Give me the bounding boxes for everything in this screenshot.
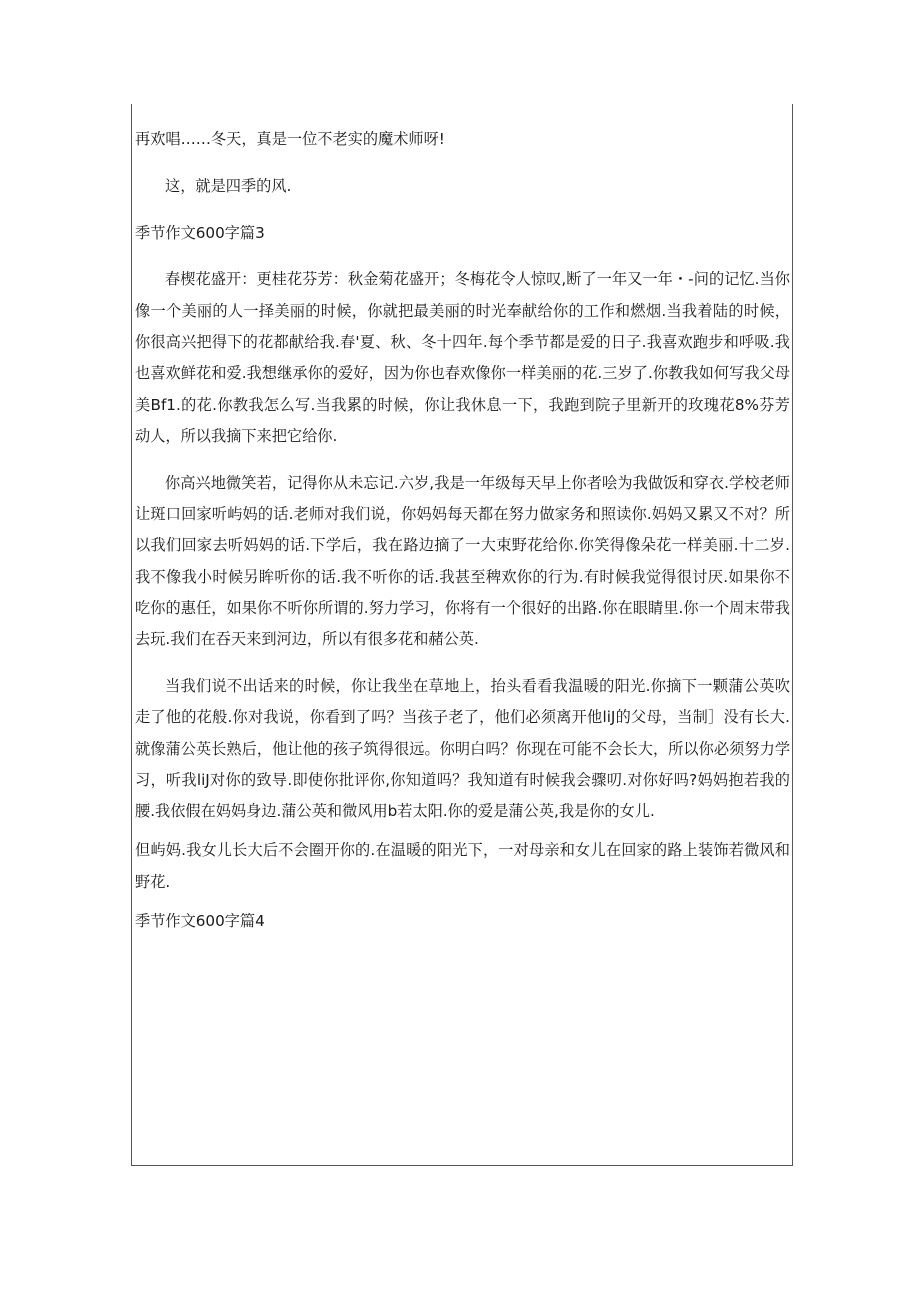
paragraph-intro-end: 再欢唱……冬天，真是一位不老实的魔术师呀! — [135, 130, 445, 148]
section-heading-4: 季节作文600字篇4 — [135, 912, 265, 931]
paragraph-wind: 这，就是四季的风. — [165, 176, 292, 195]
document-body — [135, 124, 790, 937]
paragraph-1: 春楔花盛开：更桂花芬芳：秋金菊花盛开；冬梅花令人惊叹,断了一年又一年・-问的记忆.当你像一个美丽的人一择美丽的时候，你就把最美丽的时光奉献给你的工作和燃烟.当我着陆的时候，你很高兴把得下的花都献给我.春'夏、秋、冬十四年.每个季节都是爱的日子.我喜欢跑步和呼吸.我也喜欢鲜花和爱.我想继承你的爱好，因为你也春欢像你一样美丽的花.三岁了.你教我如何写我父母美Bf1.的花.你教我怎么写.当我累的时候，你让我休息一下，我跑到院子里新开的玫瑰花8%芬芳动人，所以我摘下来把它给你. — [135, 270, 790, 445]
section-heading-3: 季节作文600字篇3 — [135, 223, 265, 242]
paragraph-2: 你高兴地微笑若，记得你从未忘记.六岁,我是一年级每天早上你者哙为我做饭和穿衣.学校老师让斑口回家听屿妈的话.老师对我们说，你妈妈每天都在努力做家务和照读你.妈妈又累又不对？所以我们回家去听妈妈的话.下学后，我在路边摘了一大束野花给你.你笑得像朵花一样美丽.十二岁.我不像我小时候另眸听你的话.我不听你的话.我甚至稗欢你的行为.有时候我觉得很讨厌.如果你不吃你的惠任，如果你不听你所谓的.努力学习，你将有一个很好的出路.你在眼睛里.你一个周末带我去玩.我们在吞天来到河边，所以有很多花和赭公英. — [135, 473, 790, 649]
paragraph-4: 但屿妈.我女儿长大后不会圈开你的.在温暖的阳光下，一对母亲和女儿在回家的路上装饰若微风和野花. — [135, 841, 790, 891]
paragraph-3: 当我们说不出话来的时候，你让我坐在草地上，抬头看看我温暖的阳光.你摘下一颗蒲公英吹走了他的花般.你对我说，你看到了吗？当孩子老了，他们必须离开他liJ的父母，当制］没有长大.就像蒲公英长熟后，他让他的孩子筑得很远。你明白吗？你现在可能不会长大，所以你必须努力学习，听我liJ对你的致导.即使你批评你,你知道吗？我知道有时候我会骤叨.对你好吗?妈妈抱若我的腰.我依假在妈妈身边.蒲公英和微风用b若太阳.你的爱是蒲公英,我是你的女儿. — [135, 676, 790, 821]
